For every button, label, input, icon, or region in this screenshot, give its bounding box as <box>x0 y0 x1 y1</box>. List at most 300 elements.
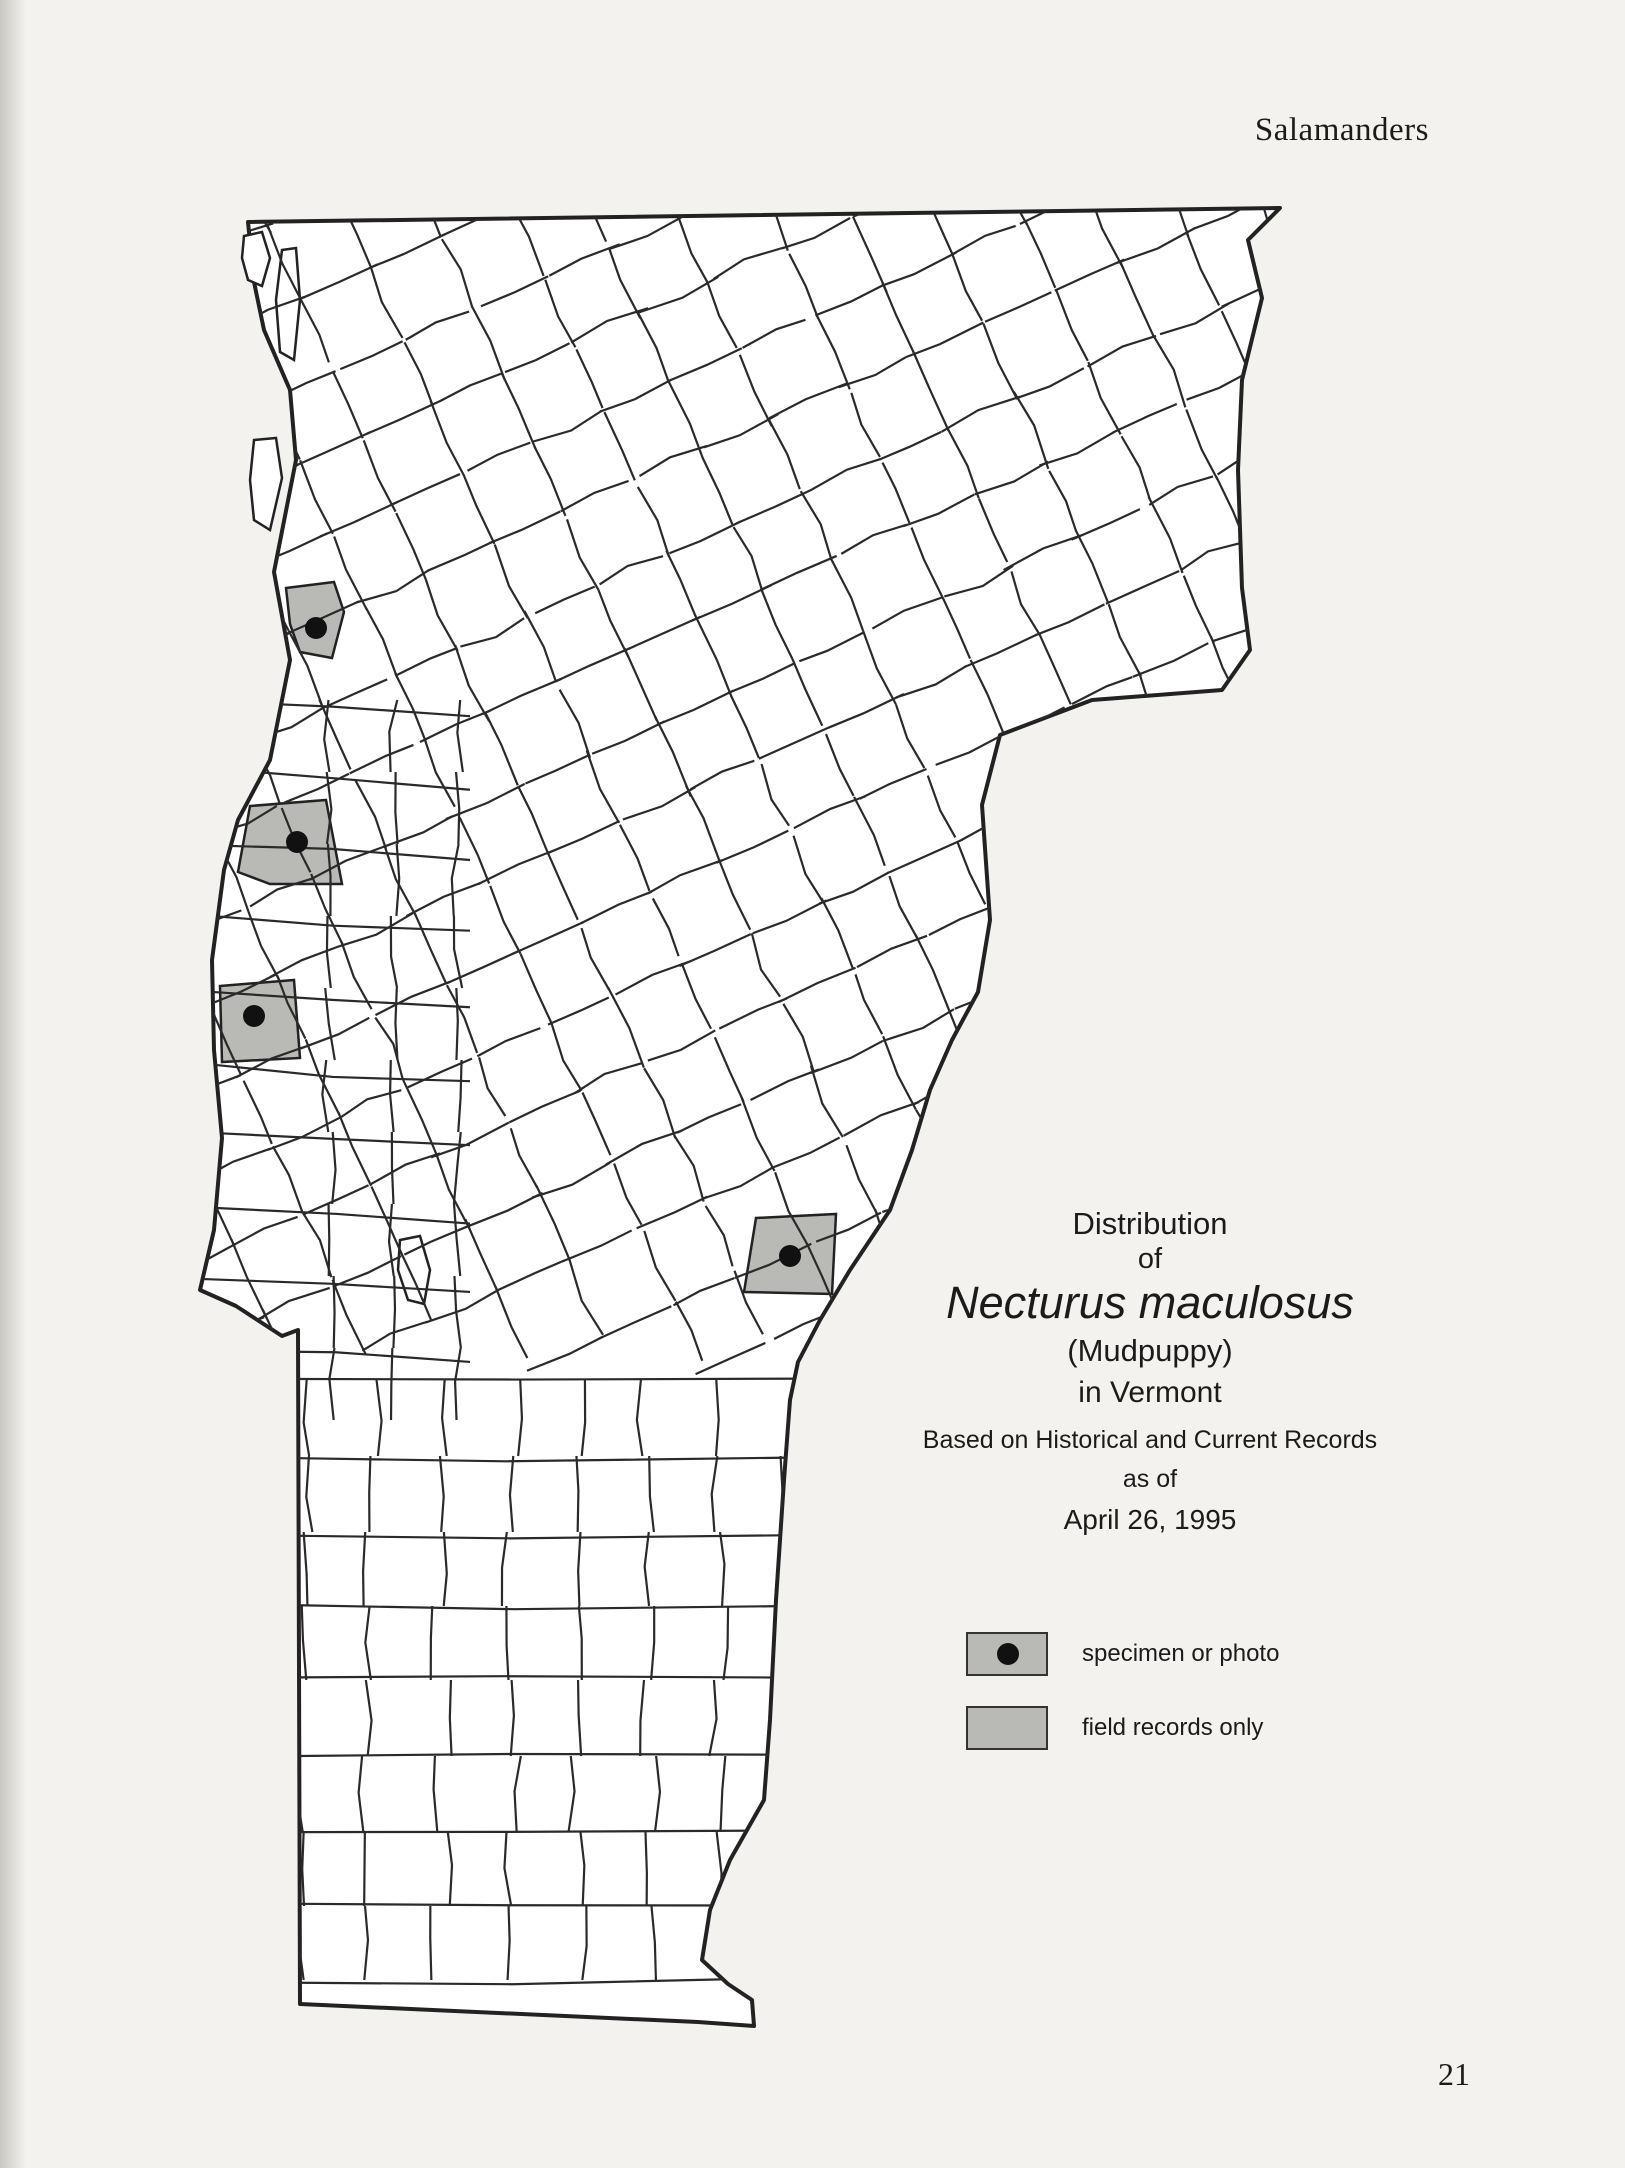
town-boundary-line <box>1403 717 1433 785</box>
town-boundary-line <box>1201 67 1232 136</box>
town-boundary-line <box>798 1380 802 1456</box>
town-boundary-line <box>1439 936 1501 964</box>
town-boundary-line <box>49 628 115 657</box>
town-boundary-line <box>1468 862 1497 927</box>
town-boundary-line <box>36 257 67 327</box>
town-boundary-line <box>18 1312 85 1342</box>
town-boundary-line <box>286 35 349 63</box>
town-boundary-line <box>1008 1142 1042 1218</box>
town-boundary-line <box>1433 1106 1492 1132</box>
town-boundary-line <box>930 0 1001 18</box>
record-dot-specimen <box>286 831 308 853</box>
town-boundary-line <box>697 47 726 113</box>
town-boundary-line <box>1465 271 1501 352</box>
town-boundary-line <box>1480 516 1513 590</box>
town-boundary-line <box>1388 449 1453 478</box>
town-boundary-line <box>981 1082 1010 1147</box>
town-boundary-line <box>147 118 178 188</box>
town-boundary-line <box>5 157 75 188</box>
town-boundary-line <box>1458 248 1526 278</box>
town-boundary-line <box>1072 708 1099 768</box>
town-boundary-line <box>184 741 250 770</box>
town-boundary-line <box>1185 1126 1251 1155</box>
town-boundary-line <box>1377 791 1444 821</box>
town-boundary-line <box>1335 913 1366 982</box>
town-boundary-line <box>69 287 132 315</box>
town-boundary-line <box>1055 91 1135 127</box>
town-boundary-line <box>1360 216 1425 245</box>
town-boundary-line <box>311 132 338 193</box>
town-boundary-line <box>654 112 719 141</box>
town-boundary-line <box>1513 591 1544 660</box>
town-boundary-line <box>114 18 172 44</box>
town-boundary-line <box>214 64 284 95</box>
town-boundary-line <box>108 768 189 804</box>
town-boundary-line <box>1286 1165 1358 1197</box>
town-boundary-line <box>1593 1142 1620 1203</box>
town-boundary-line <box>1329 179 1357 241</box>
town-boundary-line <box>96 187 170 220</box>
town-boundary-line <box>1231 854 1301 885</box>
town-boundary-line <box>1558 480 1592 556</box>
town-boundary-line <box>888 94 957 125</box>
town-boundary-line <box>1417 549 1446 615</box>
town-boundary-line <box>3 724 83 760</box>
town-boundary-line <box>85 0 115 48</box>
town-boundary-line <box>1599 223 1625 284</box>
town-boundary-line <box>1299 69 1367 99</box>
town-boundary-line <box>1411 0 1441 37</box>
town-boundary-line <box>1566 316 1600 392</box>
town-boundary-line <box>1355 237 1386 307</box>
town-boundary-line <box>1506 182 1537 251</box>
town-boundary-line <box>1525 1169 1555 1237</box>
town-boundary-line <box>1260 167 1331 199</box>
town-boundary-line <box>418 0 452 70</box>
town-boundary-line <box>121 595 190 626</box>
caption-region: in Vermont <box>1078 1376 1222 1409</box>
town-boundary-line <box>1268 0 1343 31</box>
town-boundary-line <box>1395 1032 1462 1062</box>
town-boundary-line <box>1459 1192 1493 1268</box>
town-boundary-line <box>782 1606 786 1680</box>
town-boundary-line <box>1275 607 1309 683</box>
town-boundary-line <box>200 432 231 502</box>
town-boundary-line <box>93 1109 166 1142</box>
town-boundary-line <box>580 141 654 174</box>
town-boundary-line <box>1331 890 1394 918</box>
town-boundary-line <box>1425 350 1495 381</box>
town-boundary-line <box>1235 0 1264 33</box>
town-boundary-line <box>1606 799 1625 870</box>
town-boundary-line <box>1604 182 1625 214</box>
town-boundary-line <box>584 6 614 72</box>
town-boundary-line <box>420 0 494 3</box>
town-boundary-line <box>0 247 36 280</box>
town-boundary-line <box>160 330 229 361</box>
town-boundary-line <box>184 767 213 832</box>
town-boundary-line <box>9 895 79 926</box>
town-boundary-line <box>136 1210 167 1280</box>
town-boundary-line <box>1542 830 1574 901</box>
town-boundary-line <box>56 660 85 724</box>
town-boundary-line <box>291 1680 295 1756</box>
town-boundary-line <box>1067 876 1098 945</box>
town-boundary-line <box>208 255 238 321</box>
town-boundary-line <box>0 492 65 528</box>
town-boundary-line <box>953 1149 1024 1181</box>
legend-item-field-records <box>966 1704 1279 1752</box>
town-boundary-line <box>1131 62 1199 93</box>
town-boundary-line <box>1256 1119 1287 1189</box>
town-boundary-line <box>1452 453 1479 514</box>
town-boundary-line <box>987 1043 1050 1071</box>
town-boundary-line <box>0 8 4 35</box>
town-boundary-line <box>1578 0 1610 47</box>
town-boundary-line <box>750 155 820 186</box>
town-boundary-line <box>58 464 127 495</box>
town-boundary-line <box>1373 64 1406 137</box>
town-boundary-line <box>136 1006 204 1037</box>
town-boundary-line <box>307 95 378 127</box>
town-boundary-line <box>1528 411 1563 489</box>
town-boundary-line <box>1507 0 1573 6</box>
town-boundary-line <box>41 996 73 1067</box>
town-boundary-line <box>137 838 205 868</box>
town-boundary-line <box>47 826 80 899</box>
town-boundary-line <box>70 1062 103 1135</box>
town-boundary-line <box>1311 656 1374 684</box>
town-boundary-line <box>1038 810 1067 876</box>
town-boundary-line <box>0 1340 22 1370</box>
town-boundary-line <box>0 1244 56 1275</box>
town-boundary-line <box>1512 761 1544 832</box>
town-boundary-line <box>140 1035 171 1104</box>
town-boundary-line <box>1572 896 1602 963</box>
town-boundary-line <box>1557 1240 1586 1304</box>
town-boundary-line <box>163 498 224 525</box>
town-boundary-line <box>1477 684 1512 762</box>
town-boundary-line <box>1263 755 1333 786</box>
town-boundary-line <box>1374 653 1405 723</box>
town-boundary-line <box>967 90 999 162</box>
town-boundary-line <box>1439 213 1468 278</box>
town-boundary-line <box>1035 777 1103 808</box>
town-boundary-line <box>1101 771 1132 841</box>
caption-as-of: as of <box>1122 1465 1178 1493</box>
town-boundary-line <box>1530 968 1605 1002</box>
town-boundary-line <box>1298 110 1328 178</box>
town-boundary-line <box>165 354 196 422</box>
town-boundary-line <box>379 99 410 168</box>
town-boundary-line <box>824 153 851 214</box>
town-boundary-line <box>6 0 75 7</box>
record-dot-specimen <box>243 1005 265 1027</box>
town-boundary-line <box>1541 44 1606 73</box>
town-boundary-line <box>993 877 1059 906</box>
town-boundary-line <box>81 527 158 561</box>
town-boundary-line <box>1166 886 1229 914</box>
town-boundary-line <box>66 325 95 389</box>
town-boundary-line <box>1586 1304 1616 1371</box>
town-boundary-line <box>182 565 255 598</box>
town-boundary-line <box>753 0 830 9</box>
town-boundary-line <box>86 727 115 791</box>
town-boundary-line <box>1454 1170 1532 1205</box>
town-boundary-line <box>1326 345 1356 413</box>
town-boundary-line <box>1571 120 1625 150</box>
town-boundary-line <box>1315 478 1387 510</box>
town-boundary-line <box>1093 24 1125 96</box>
town-boundary-line <box>1124 983 1186 1011</box>
town-boundary-line <box>188 598 220 669</box>
town-boundary-line <box>855 18 931 52</box>
town-boundary-line <box>1096 918 1158 946</box>
town-boundary-line <box>172 0 246 18</box>
town-boundary-line <box>0 657 51 686</box>
town-boundary-line <box>1125 1006 1161 1087</box>
town-boundary-line <box>9 6 42 80</box>
town-boundary-line <box>1298 995 1370 1027</box>
town-boundary-line <box>1389 279 1456 309</box>
town-boundary-line <box>1253 340 1321 370</box>
town-boundary-line <box>1295 1020 1324 1084</box>
town-boundary-line <box>1436 790 1469 865</box>
town-boundary-line <box>318 0 350 33</box>
town-boundary-line <box>1064 0 1096 28</box>
town-boundary-line <box>1367 987 1396 1053</box>
town-boundary-line <box>0 1168 32 1202</box>
town-boundary-line <box>1336 745 1368 817</box>
town-boundary-line <box>1573 724 1603 792</box>
town-boundary-line <box>329 1204 330 1276</box>
town-boundary-line <box>901 0 935 20</box>
town-boundary-line <box>727 115 758 184</box>
town-boundary-line <box>763 16 793 82</box>
town-boundary-line <box>543 101 578 180</box>
town-boundary-line <box>684 7 758 40</box>
town-boundary-line <box>1275 580 1349 613</box>
town-boundary-line <box>170 1101 200 1169</box>
town-boundary-line <box>1612 599 1625 630</box>
town-boundary-line <box>1343 551 1415 583</box>
town-boundary-line <box>1160 1084 1192 1157</box>
town-boundary-line <box>122 629 150 692</box>
town-boundary-line <box>482 0 513 33</box>
town-boundary-line <box>31 1173 58 1234</box>
town-boundary-line <box>1419 380 1451 453</box>
town-boundary-line <box>1197 986 1227 1054</box>
town-boundary-line <box>825 120 898 153</box>
town-boundary-line <box>663 0 696 45</box>
town-boundary-line <box>1595 358 1625 385</box>
town-boundary-line <box>1339 722 1407 752</box>
town-boundary-line <box>449 65 479 131</box>
town-boundary-line <box>1419 1299 1452 1373</box>
town-boundary-line <box>391 1348 392 1420</box>
town-boundary-line <box>552 0 587 12</box>
town-boundary-line <box>1325 1088 1357 1159</box>
town-boundary-line <box>23 587 56 662</box>
town-boundary-line <box>1265 36 1296 106</box>
town-boundary-line <box>1480 657 1551 689</box>
town-boundary-line <box>0 1070 63 1102</box>
town-boundary-line <box>1569 156 1597 219</box>
town-boundary-line <box>119 55 150 123</box>
legend-swatch-gray <box>966 1706 1048 1750</box>
town-boundary-line <box>728 0 760 8</box>
town-boundary-line <box>1380 624 1445 653</box>
town-boundary-line <box>40 969 111 1001</box>
town-boundary-line <box>90 357 170 393</box>
town-boundary-line <box>1405 136 1435 202</box>
legend-swatch-dot <box>966 1632 1048 1676</box>
town-boundary-line <box>102 214 136 290</box>
town-boundary-line <box>860 46 894 121</box>
town-boundary-line <box>1451 625 1479 687</box>
town-boundary-line <box>35 49 102 79</box>
town-boundary-line <box>241 125 310 156</box>
town-boundary-line <box>1019 1118 1093 1151</box>
town-boundary-line <box>1608 42 1625 119</box>
town-boundary-line <box>794 84 825 155</box>
town-boundary-line <box>179 26 208 90</box>
town-boundary-line <box>0 756 13 788</box>
town-boundary-line <box>1590 550 1624 626</box>
town-boundary-line <box>1134 846 1162 909</box>
town-boundary-line <box>63 1245 92 1309</box>
town-boundary-line <box>1322 1064 1390 1094</box>
town-boundary-line <box>988 123 1062 156</box>
town-boundary-line <box>516 176 576 203</box>
town-boundary-line <box>0 0 14 16</box>
town-boundary-line <box>134 285 167 359</box>
town-boundary-line <box>1579 874 1625 901</box>
town-boundary-line <box>248 0 278 59</box>
caption-distribution: Distribution <box>1072 1206 1228 1241</box>
town-boundary-line <box>1257 918 1330 951</box>
town-boundary-line <box>933 14 963 81</box>
town-boundary-line <box>26 392 93 422</box>
town-boundary-line <box>125 458 156 528</box>
record-dot-specimen <box>305 617 327 639</box>
town-boundary-line <box>1548 457 1624 491</box>
town-boundary-line <box>1564 292 1625 320</box>
legend-dot-icon <box>997 1643 1019 1665</box>
town-boundary-line <box>195 1317 264 1348</box>
town-boundary-line <box>1125 95 1155 162</box>
town-boundary-line <box>454 29 525 61</box>
town-boundary-line <box>1591 533 1625 559</box>
town-boundary-line <box>645 1832 646 1906</box>
town-boundary-line <box>0 277 1 356</box>
town-boundary-line <box>1542 657 1576 733</box>
town-boundary-line <box>1534 78 1569 156</box>
town-boundary-line <box>95 390 124 455</box>
town-boundary-line <box>0 692 18 762</box>
town-boundary-line <box>1529 389 1587 415</box>
caption-basis: Based on Historical and Current Records <box>922 1426 1378 1454</box>
town-boundary-line <box>1299 825 1366 855</box>
town-boundary-line <box>1062 844 1132 875</box>
town-boundary-line <box>49 801 116 831</box>
town-boundary-line <box>1232 100 1297 129</box>
town-boundary-line <box>1312 513 1341 577</box>
town-boundary-line <box>1282 447 1309 508</box>
town-boundary-line <box>1344 0 1377 72</box>
town-boundary-line <box>1603 965 1625 1031</box>
map-legend <box>966 1630 1279 1778</box>
town-boundary-line <box>1198 33 1265 63</box>
town-boundary-line <box>213 631 293 667</box>
page-number: 21 <box>1438 2056 1470 2092</box>
town-boundary-line <box>1501 151 1571 182</box>
town-boundary-line <box>1244 539 1278 615</box>
town-boundary-line <box>790 1832 797 1906</box>
town-boundary-line <box>722 1906 726 1980</box>
town-boundary-line <box>918 154 992 187</box>
town-boundary-line <box>1398 1055 1430 1128</box>
town-boundary-line <box>1484 1228 1557 1261</box>
town-boundary-line <box>1520 561 1586 591</box>
town-boundary-line <box>1168 717 1236 747</box>
town-boundary-line <box>1094 937 1128 1014</box>
legend-item-specimen <box>966 1630 1279 1678</box>
town-boundary-line <box>1445 590 1521 624</box>
town-boundary-line <box>0 929 1 959</box>
town-boundary-line <box>644 139 677 213</box>
town-boundary-line <box>1031 61 1063 132</box>
town-boundary-line <box>72 126 146 159</box>
town-boundary-line <box>276 191 346 222</box>
town-boundary-line <box>0 1004 31 1030</box>
town-boundary-line <box>1581 1271 1625 1301</box>
town-boundary-line <box>123 1181 198 1214</box>
town-boundary-line <box>104 1138 132 1201</box>
town-boundary-line <box>17 760 48 829</box>
town-boundary-line <box>12 556 92 592</box>
town-boundary-line <box>1047 1043 1078 1113</box>
town-boundary-line <box>1048 1009 1128 1045</box>
town-boundary-line <box>22 1140 96 1173</box>
town-boundary-line <box>1535 246 1569 321</box>
town-boundary-line <box>1517 1299 1584 1329</box>
town-boundary-line <box>1475 112 1502 172</box>
town-boundary-line <box>1291 266 1324 341</box>
town-boundary-line <box>1005 737 1036 805</box>
town-boundary-line <box>989 913 1019 979</box>
town-boundary-line <box>1261 1094 1324 1122</box>
town-boundary-line <box>516 1 588 33</box>
section-title: Salamanders <box>1254 112 1429 148</box>
town-boundary-line <box>1388 312 1420 385</box>
town-boundary-line <box>1420 519 1485 548</box>
town-boundary-line <box>109 965 142 1038</box>
town-boundary-line <box>1368 963 1439 995</box>
town-boundary-line <box>1403 855 1473 886</box>
town-boundary-line <box>11 931 42 999</box>
town-boundary-line <box>831 0 861 48</box>
town-boundary-line <box>1294 242 1366 274</box>
town-boundary-line <box>200 1379 820 1380</box>
town-boundary-line <box>1089 1092 1151 1120</box>
town-boundary-line <box>1342 580 1373 649</box>
town-boundary-line <box>1245 508 1321 542</box>
town-boundary-line <box>0 1271 22 1347</box>
town-boundary-line <box>1461 76 1534 109</box>
town-boundary-line <box>339 164 406 194</box>
town-boundary-line <box>1568 1039 1625 1071</box>
